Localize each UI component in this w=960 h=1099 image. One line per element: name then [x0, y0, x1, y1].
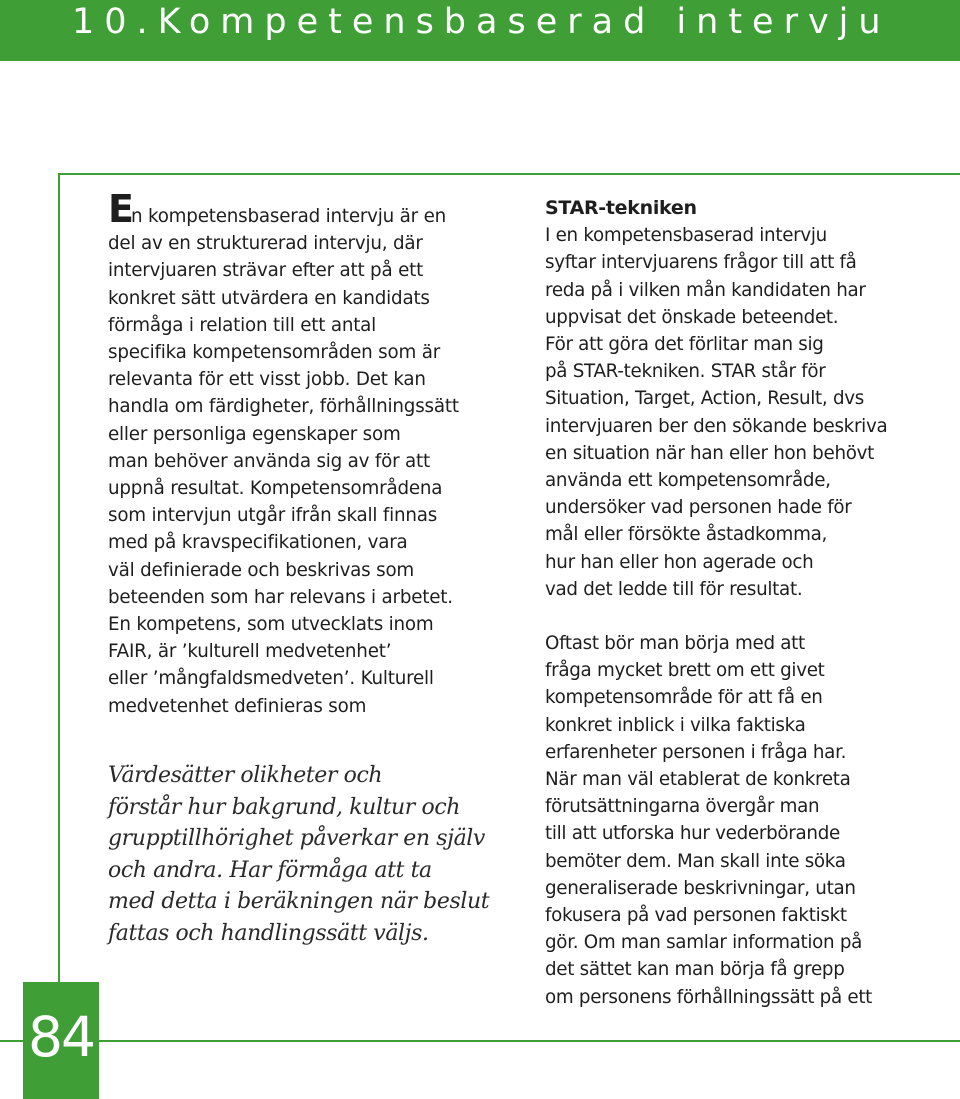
drop-cap: E	[108, 187, 131, 231]
advice-line: kompetensområde för att få en	[545, 687, 823, 709]
advice-line: bemöter dem. Man skall inte söka	[545, 850, 846, 872]
page-title: 10.Kompetensbaserad intervju	[72, 2, 891, 42]
intro-line: förmåga i relation till ett antal	[108, 314, 377, 336]
star-line: intervjuaren ber den sökande beskriva	[545, 415, 888, 437]
star-line: reda på i vilken mån kandidaten har	[545, 279, 866, 301]
intro-line: relevanta för ett visst jobb. Det kan	[108, 369, 426, 391]
intro-line: n kompetensbaserad intervju är en	[130, 206, 447, 227]
star-line: mål eller försökte åstadkomma,	[545, 524, 827, 546]
star-line: använda ett kompetensområde,	[545, 470, 831, 492]
intro-line: medvetenhet definieras som	[108, 695, 367, 717]
advice-line: fråga mycket brett om ett givet	[545, 660, 825, 682]
advice-line: gör. Om man samlar information på	[545, 932, 863, 954]
advice-line: konkret inblick i vilka faktiska	[545, 714, 806, 736]
star-line: uppvisat det önskade beteendet.	[545, 306, 839, 328]
advice-line: fokusera på vad personen faktiskt	[545, 905, 847, 927]
quote-line: med detta i beräkningen när beslut	[108, 889, 490, 915]
advice-line: till att utforska hur vederbörande	[545, 823, 840, 845]
section-heading: STAR-tekniken	[545, 197, 697, 219]
left-rule	[58, 173, 60, 985]
star-line: I en kompetensbaserad intervju	[545, 225, 827, 247]
intro-line: man behöver använda sig av för att	[108, 450, 430, 472]
quote-line: och andra. Har förmåga att ta	[108, 857, 432, 883]
intro-line: väl definierade och beskrivas som	[108, 559, 415, 581]
star-line: syftar intervjuarens frågor till att få	[545, 252, 857, 274]
star-line: på STAR-tekniken. STAR står för	[545, 361, 826, 383]
intro-line: En kompetens, som utvecklats inom	[108, 614, 434, 636]
intro-line: del av en strukturerad intervju, där	[108, 233, 423, 255]
definition-quote	[108, 760, 503, 950]
intro-line: uppnå resultat. Kompetensområdena	[108, 478, 443, 500]
advice-line: Oftast bör man börja med att	[545, 633, 805, 655]
intro-line: med på kravspecifikationen, vara	[108, 532, 408, 554]
advice-line: erfarenheter personen i fråga har.	[545, 741, 847, 763]
advice-line: När man väl etablerat de konkreta	[545, 769, 851, 791]
header-bar	[0, 0, 960, 61]
intro-paragraph	[108, 187, 503, 720]
advice-line: generaliserade beskrivningar, utan	[545, 877, 856, 899]
advice-line: det sättet kan man börja få grepp	[545, 959, 845, 981]
intro-line: eller personliga egenskaper som	[108, 423, 401, 445]
intro-line: FAIR, är ’kulturell medvetenhet’	[108, 641, 392, 663]
intro-line: beteenden som har relevans i arbetet.	[108, 586, 453, 608]
intro-line: intervjuaren strävar efter att på ett	[108, 260, 424, 282]
intro-line: specifika kompetensområden som är	[108, 342, 441, 364]
paragraph-gap	[545, 603, 955, 630]
bottom-rule	[0, 1040, 960, 1042]
advice-line: om personens förhållningssätt på ett	[545, 986, 873, 1008]
intro-line: konkret sätt utvärdera en kandidats	[108, 287, 430, 309]
star-line: För att göra det förlitar man sig	[545, 334, 824, 356]
star-line: Situation, Target, Action, Result, dvs	[545, 388, 864, 410]
intro-line: som intervjun utgår ifrån skall finnas	[108, 505, 438, 527]
quote-line: fattas och handlingssätt väljs.	[108, 920, 429, 946]
star-line: hur han eller hon agerade och	[545, 551, 814, 573]
quote-line: förstår hur bakgrund, kultur och	[108, 794, 461, 820]
star-line: undersöker vad personen hade för	[545, 497, 852, 519]
intro-line: handla om färdigheter, förhållningssätt	[108, 396, 459, 418]
intro-line: eller ’mångfaldsmedveten’. Kulturell	[108, 668, 434, 690]
top-rule	[58, 173, 960, 175]
page-number: 84	[28, 1005, 94, 1069]
star-section	[545, 195, 955, 1011]
star-line: en situation när han eller hon behövt	[545, 442, 874, 464]
advice-line: förutsättningarna övergår man	[545, 796, 820, 818]
quote-line: Värdesätter olikheter och	[108, 763, 383, 788]
star-line: vad det ledde till för resultat.	[545, 578, 803, 600]
quote-line: grupptillhörighet påverkar en själv	[108, 826, 485, 852]
